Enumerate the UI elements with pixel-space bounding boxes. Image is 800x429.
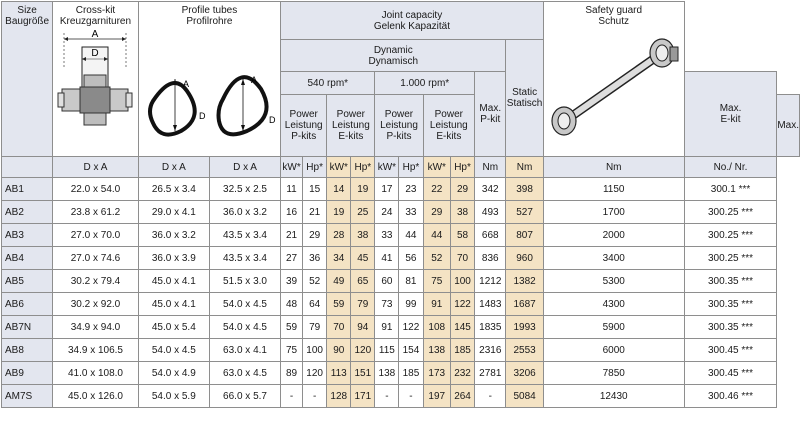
cell-p1000kw: 33 — [375, 224, 399, 247]
cell-p1000hp: 81 — [399, 270, 423, 293]
cell-maxp: 342 — [475, 178, 506, 201]
unit-cell: kW* — [281, 157, 303, 178]
size-header — [2, 2, 53, 157]
rpm540-header: 540 rpm* — [281, 72, 375, 95]
cell-p1000hp: 23 — [399, 178, 423, 201]
cell-e540hp: 94 — [351, 316, 375, 339]
cell-maxp: - — [475, 385, 506, 408]
unit-cell: kW* — [375, 157, 399, 178]
cell-stat: 5300 — [543, 270, 684, 293]
safety-guard-image — [544, 27, 684, 139]
cell-p2: 54.0 x 4.5 — [209, 316, 280, 339]
cell-guard: 300.25 *** — [684, 224, 777, 247]
cell-p540hp: 29 — [302, 224, 326, 247]
cell-p540kw: 89 — [281, 362, 303, 385]
cell-p540hp: 15 — [302, 178, 326, 201]
ekits-label: E-kits — [338, 131, 364, 142]
cell-p1: 36.0 x 3.9 — [138, 247, 209, 270]
cell-p2: 66.0 x 5.7 — [209, 385, 280, 408]
cell-p1000hp: 56 — [399, 247, 423, 270]
size-header-de: Baugröße — [5, 16, 50, 27]
profile2-a-label: A — [251, 75, 258, 85]
cell-p2: 63.0 x 4.1 — [209, 339, 280, 362]
cell-p1000hp: 154 — [399, 339, 423, 362]
cell-maxe: 807 — [506, 224, 543, 247]
cell-p1000hp: 122 — [399, 316, 423, 339]
power-ekits-1000-header — [423, 95, 475, 157]
cell-p540hp: 120 — [302, 362, 326, 385]
max-ekit-label: Max. — [719, 103, 742, 114]
cell-p1: 36.0 x 3.2 — [138, 224, 209, 247]
cell-e1000hp: 100 — [451, 270, 475, 293]
cell-e540kw: 113 — [327, 362, 351, 385]
joint-capacity-table — [1, 1, 800, 408]
cell-p1: 54.0 x 4.9 — [138, 362, 209, 385]
cell-e540kw: 49 — [327, 270, 351, 293]
ekits-label: E-kits — [436, 131, 462, 142]
cross-kit-diagram — [54, 27, 136, 141]
unit-cell: Nm — [506, 157, 543, 178]
cell-p1000kw: 24 — [375, 201, 399, 224]
cell-p540hp: 36 — [302, 247, 326, 270]
cell-maxp: 493 — [475, 201, 506, 224]
unit-cell: Nm — [543, 157, 684, 178]
cell-p2: 36.0 x 3.2 — [209, 201, 280, 224]
unit-cell: kW* — [423, 157, 450, 178]
cell-p540kw: 11 — [281, 178, 303, 201]
cell-p1000kw: 138 — [375, 362, 399, 385]
cell-e540hp: 151 — [351, 362, 375, 385]
cell-stat: 5900 — [543, 316, 684, 339]
cell-maxp: 1212 — [475, 270, 506, 293]
row-size-label: AB1 — [2, 178, 53, 201]
cell-cross: 45.0 x 126.0 — [53, 385, 138, 408]
leistung-label: Leistung — [380, 120, 418, 131]
profile1-a-label: A — [183, 79, 190, 89]
leistung-label: Leistung — [284, 120, 323, 131]
cell-p540hp: - — [302, 385, 326, 408]
pkits-label: P-kits — [386, 131, 412, 142]
cell-p540hp: 79 — [302, 316, 326, 339]
crosskit-header-de: Kreuzgarnituren — [59, 16, 132, 27]
cell-p2: 43.5 x 3.4 — [209, 224, 280, 247]
unit-cell: Hp* — [351, 157, 375, 178]
cell-stat: 3400 — [543, 247, 684, 270]
dim-a-label: A — [92, 29, 99, 40]
cell-maxe: 1687 — [506, 293, 543, 316]
cell-p1000kw: 41 — [375, 247, 399, 270]
unit-cell: Hp* — [451, 157, 475, 178]
dynamic-header — [281, 40, 506, 72]
dynamic-header-en: Dynamic — [373, 44, 413, 56]
cell-e1000kw: 75 — [423, 270, 450, 293]
cell-e540hp: 19 — [351, 178, 375, 201]
power-label: Power — [434, 109, 463, 120]
cell-p1: 26.5 x 3.4 — [138, 178, 209, 201]
power-label: Power — [384, 109, 414, 120]
cell-e1000kw: 22 — [423, 178, 450, 201]
joint-capacity-header — [281, 2, 544, 40]
power-label: Power — [289, 109, 318, 120]
table-row — [2, 385, 800, 408]
cell-p540kw: 75 — [281, 339, 303, 362]
cell-maxp: 2316 — [475, 339, 506, 362]
max-ekit-sub: E-kit — [720, 114, 741, 125]
cell-guard: 300.25 *** — [684, 201, 777, 224]
cell-e1000hp: 122 — [451, 293, 475, 316]
cell-cross: 27.0 x 70.0 — [53, 224, 138, 247]
cell-p2: 54.0 x 4.5 — [209, 293, 280, 316]
cell-p540hp: 21 — [302, 201, 326, 224]
cell-cross: 34.9 x 106.5 — [53, 339, 138, 362]
cell-p1: 29.0 x 4.1 — [138, 201, 209, 224]
cell-e540kw: 59 — [327, 293, 351, 316]
static-max-header: Max. — [777, 95, 800, 157]
cell-stat: 4300 — [543, 293, 684, 316]
cell-e1000hp: 264 — [451, 385, 475, 408]
cell-guard: 300.1 *** — [684, 178, 777, 201]
static-header-en: Static — [512, 87, 538, 98]
unit-cell: D x A — [53, 157, 138, 178]
cell-maxe: 2553 — [506, 339, 543, 362]
max-pkit-sub: P-kit — [480, 114, 501, 125]
cell-maxe: 1382 — [506, 270, 543, 293]
cell-maxp: 1483 — [475, 293, 506, 316]
cell-e540kw: 19 — [327, 201, 351, 224]
joint-header-en: Joint capacity — [381, 9, 443, 21]
cell-guard: 300.35 *** — [684, 270, 777, 293]
cell-p1: 45.0 x 4.1 — [138, 270, 209, 293]
crosskit-header — [53, 2, 138, 157]
cell-stat: 1150 — [543, 178, 684, 201]
cell-stat: 1700 — [543, 201, 684, 224]
table-row — [2, 339, 800, 362]
cell-guard: 300.45 *** — [684, 362, 777, 385]
power-label: Power — [336, 109, 366, 120]
cell-cross: 30.2 x 92.0 — [53, 293, 138, 316]
profile-header-en: Profile tubes — [181, 5, 238, 16]
cell-e1000kw: 52 — [423, 247, 450, 270]
crosskit-header-en: Cross-kit — [75, 5, 116, 16]
cell-p540kw: 59 — [281, 316, 303, 339]
cell-p1: 45.0 x 5.4 — [138, 316, 209, 339]
table-row — [2, 362, 800, 385]
table-row — [2, 293, 800, 316]
cell-e540hp: 65 — [351, 270, 375, 293]
cell-e540kw: 70 — [327, 316, 351, 339]
row-size-label: AM7S — [2, 385, 53, 408]
cell-maxe: 3206 — [506, 362, 543, 385]
cell-maxp: 2781 — [475, 362, 506, 385]
cell-p1000kw: 91 — [375, 316, 399, 339]
cell-e1000kw: 29 — [423, 201, 450, 224]
cell-e540hp: 171 — [351, 385, 375, 408]
cell-e540hp: 38 — [351, 224, 375, 247]
cell-e540kw: 14 — [327, 178, 351, 201]
dim-d-label: D — [91, 48, 100, 59]
cell-maxe: 1993 — [506, 316, 543, 339]
cell-e1000kw: 173 — [423, 362, 450, 385]
cell-p1000kw: - — [375, 385, 399, 408]
profile-header-de: Profilrohre — [186, 16, 233, 27]
cell-cross: 23.8 x 61.2 — [53, 201, 138, 224]
unit-cell: Hp* — [302, 157, 326, 178]
cell-p540hp: 52 — [302, 270, 326, 293]
cell-cross: 41.0 x 108.0 — [53, 362, 138, 385]
dynamic-header-de: Dynamisch — [368, 55, 419, 67]
cell-guard: 300.35 *** — [684, 316, 777, 339]
cell-guard: 300.25 *** — [684, 247, 777, 270]
size-header-en: Size — [17, 5, 37, 16]
safety-guard-header — [543, 2, 684, 157]
row-size-label: AB9 — [2, 362, 53, 385]
unit-cell: D x A — [209, 157, 280, 178]
cell-maxe: 398 — [506, 178, 543, 201]
cell-e1000hp: 38 — [451, 201, 475, 224]
table-row — [2, 247, 800, 270]
cell-e1000kw: 91 — [423, 293, 450, 316]
cell-e1000kw: 44 — [423, 224, 450, 247]
cell-cross: 27.0 x 74.6 — [53, 247, 138, 270]
cell-p1000hp: 44 — [399, 224, 423, 247]
cell-maxe: 5084 — [506, 385, 543, 408]
leistung-label: Leistung — [429, 120, 468, 131]
cell-p2: 32.5 x 2.5 — [209, 178, 280, 201]
joint-header-de: Gelenk Kapazität — [373, 20, 450, 32]
cell-e540hp: 45 — [351, 247, 375, 270]
cell-cross: 34.9 x 94.0 — [53, 316, 138, 339]
profile-tubes-diagram — [139, 27, 279, 141]
cell-e1000hp: 185 — [451, 339, 475, 362]
cell-e540hp: 25 — [351, 201, 375, 224]
cell-maxp: 836 — [475, 247, 506, 270]
cell-p1000kw: 17 — [375, 178, 399, 201]
row-size-label: AB8 — [2, 339, 53, 362]
cell-stat: 12430 — [543, 385, 684, 408]
cell-e1000kw: 197 — [423, 385, 450, 408]
guard-header-en: Safety guard — [585, 5, 643, 16]
profile2-d-label: D — [269, 115, 276, 125]
max-pkit-header — [475, 72, 506, 157]
cell-guard: 300.46 *** — [684, 385, 777, 408]
cell-e540hp: 120 — [351, 339, 375, 362]
cell-guard: 300.45 *** — [684, 339, 777, 362]
cell-p1000kw: 73 — [375, 293, 399, 316]
max-pkit-label: Max. — [479, 103, 502, 114]
pkits-label: P-kits — [291, 131, 317, 142]
row-size-label: AB5 — [2, 270, 53, 293]
cell-stat: 7850 — [543, 362, 684, 385]
cell-maxe: 527 — [506, 201, 543, 224]
cell-p1000hp: 99 — [399, 293, 423, 316]
cell-e1000hp: 145 — [451, 316, 475, 339]
cell-p540hp: 64 — [302, 293, 326, 316]
power-ekits-540-header — [327, 95, 375, 157]
row-size-label: AB7N — [2, 316, 53, 339]
cell-cross: 30.2 x 79.4 — [53, 270, 138, 293]
cell-e1000hp: 232 — [451, 362, 475, 385]
power-pkits-1000-header — [375, 95, 423, 157]
rpm1000-header: 1.000 rpm* — [375, 72, 475, 95]
unit-cell: kW* — [327, 157, 351, 178]
max-ekit-header — [684, 72, 777, 157]
cell-e540kw: 34 — [327, 247, 351, 270]
cell-maxe: 960 — [506, 247, 543, 270]
table-row — [2, 201, 800, 224]
table-row — [2, 224, 800, 247]
cell-p2: 51.5 x 3.0 — [209, 270, 280, 293]
cell-p1000kw: 115 — [375, 339, 399, 362]
cell-p540kw: 21 — [281, 224, 303, 247]
guard-header-de: Schutz — [598, 16, 629, 27]
cell-p540hp: 100 — [302, 339, 326, 362]
profile1-d-label: D — [199, 111, 206, 121]
cell-e1000hp: 70 — [451, 247, 475, 270]
power-pkits-540-header — [281, 95, 327, 157]
cell-p1000kw: 60 — [375, 270, 399, 293]
cell-p540kw: 27 — [281, 247, 303, 270]
cell-p2: 43.5 x 3.4 — [209, 247, 280, 270]
units-size-cell — [2, 157, 53, 178]
table-row — [2, 270, 800, 293]
unit-cell: Nm — [475, 157, 506, 178]
cell-e540kw: 90 — [327, 339, 351, 362]
units-row — [2, 157, 800, 178]
cell-e540hp: 79 — [351, 293, 375, 316]
cell-stat: 6000 — [543, 339, 684, 362]
profile-header — [138, 2, 280, 157]
cell-p1000hp: - — [399, 385, 423, 408]
row-size-label: AB6 — [2, 293, 53, 316]
cell-p540kw: 39 — [281, 270, 303, 293]
row-size-label: AB4 — [2, 247, 53, 270]
cell-p1: 54.0 x 5.9 — [138, 385, 209, 408]
static-header — [506, 40, 543, 157]
leistung-label: Leistung — [331, 120, 370, 131]
table-row — [2, 316, 800, 339]
row-size-label: AB2 — [2, 201, 53, 224]
data-rows — [2, 178, 800, 408]
cell-p540kw: - — [281, 385, 303, 408]
cell-guard: 300.35 *** — [684, 293, 777, 316]
cell-p1: 54.0 x 4.5 — [138, 339, 209, 362]
unit-cell: No./ Nr. — [684, 157, 777, 178]
cell-p1: 45.0 x 4.1 — [138, 293, 209, 316]
cell-stat: 2000 — [543, 224, 684, 247]
cell-maxp: 1835 — [475, 316, 506, 339]
cell-e540kw: 28 — [327, 224, 351, 247]
cell-e1000kw: 108 — [423, 316, 450, 339]
cell-e1000hp: 29 — [451, 178, 475, 201]
row-size-label: AB3 — [2, 224, 53, 247]
cell-e540kw: 128 — [327, 385, 351, 408]
table-row — [2, 178, 800, 201]
cell-p1000hp: 33 — [399, 201, 423, 224]
cell-e1000hp: 58 — [451, 224, 475, 247]
cell-e1000kw: 138 — [423, 339, 450, 362]
cell-p1000hp: 185 — [399, 362, 423, 385]
cell-cross: 22.0 x 54.0 — [53, 178, 138, 201]
cell-maxp: 668 — [475, 224, 506, 247]
static-header-de: Statisch — [506, 98, 543, 109]
unit-cell: D x A — [138, 157, 209, 178]
unit-cell: Hp* — [399, 157, 423, 178]
cell-p540kw: 16 — [281, 201, 303, 224]
cell-p2: 63.0 x 4.5 — [209, 362, 280, 385]
cell-p540kw: 48 — [281, 293, 303, 316]
